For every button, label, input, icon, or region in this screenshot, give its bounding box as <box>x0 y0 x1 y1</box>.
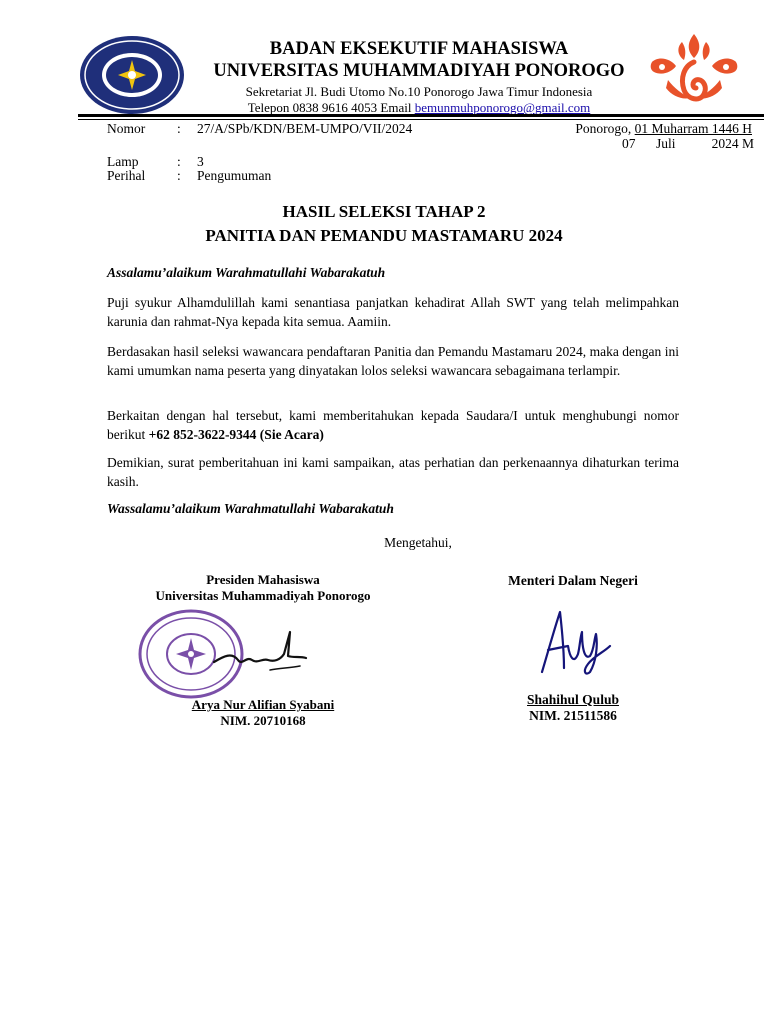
left-signer-role <box>108 572 418 604</box>
left-signer <box>108 697 418 729</box>
date-day: 07 <box>622 136 636 151</box>
header-rule-thin <box>78 119 764 120</box>
bem-seal-logo <box>78 34 186 116</box>
letter-date-gregorian <box>622 136 754 152</box>
date-year: 2024 M <box>711 136 754 151</box>
paragraph-1: Puji syukur Alhamdulillah kami senantiasa panjatkan kehadirat Allah SWT yang telah melimpahkan karunia dan rahmat-Nya kepada kita semua. Aamiin. <box>107 295 679 329</box>
paragraph-4: Demikian, surat pemberitahuan ini kami sampaikan, atas perhatian dan perkenaannya dihaturkan terima kasih. <box>107 455 679 489</box>
mastamaru-emblem-logo <box>646 28 742 110</box>
acknowledged-label: Mengetahui, <box>384 535 452 550</box>
left-role-line1: Presiden Mahasiswa <box>206 572 320 587</box>
header-rule-thick <box>78 114 764 117</box>
left-role-line2: Universitas Muhammadiyah Ponorogo <box>155 588 371 603</box>
perihal-label: Perihal <box>107 168 146 183</box>
letter-date-hijri <box>575 121 752 137</box>
nomor-label: Nomor <box>107 121 146 136</box>
org-address: Sekretariat Jl. Budi Utomo No.10 Ponorogo Jawa Timur Indonesia <box>245 84 593 99</box>
paragraph-3-text: Berkaitan dengan hal tersebut, kami memberitahukan kepada Saudara/I untuk menghubungi nomor berikut <box>107 408 679 442</box>
document-title-line2: PANITIA DAN PEMANDU MASTAMARU 2024 <box>205 226 563 245</box>
right-signature-scribble <box>534 606 614 678</box>
greeting: Assalamu’alaikum Warahmatullahi Wabarakatuh <box>107 265 386 280</box>
date-hijri: 01 Muharram 1446 H <box>634 121 752 136</box>
lamp-value: 3 <box>197 154 204 169</box>
perihal-colon: : <box>177 168 181 183</box>
lamp-label: Lamp <box>107 154 139 169</box>
org-email-link[interactable]: bemunmuhponorogo@gmail.com <box>414 100 591 115</box>
date-place: Ponorogo, <box>575 121 635 136</box>
document-title-line1: HASIL SELEKSI TAHAP 2 <box>282 202 486 221</box>
date-month: Juli <box>656 136 676 151</box>
right-signer-role: Menteri Dalam Negeri <box>508 573 638 588</box>
paragraph-3 <box>107 406 679 444</box>
org-name-line2: UNIVERSITAS MUHAMMADIYAH PONOROGO <box>213 61 625 81</box>
meta-nomor <box>107 121 507 137</box>
left-signer-name: Arya Nur Alifian Syabani <box>191 697 335 712</box>
left-signer-nim: NIM. 20710168 <box>220 713 306 728</box>
letterhead <box>190 38 648 116</box>
contact-number: +62 852-3622-9344 (Sie Acara) <box>148 427 324 442</box>
lamp-colon: : <box>177 154 181 169</box>
right-signer <box>473 692 673 724</box>
nomor-value: 27/A/SPb/KDN/BEM-UMPO/VII/2024 <box>197 121 413 136</box>
right-signer-name: Shahihul Qulub <box>527 692 619 707</box>
perihal-value: Pengumuman <box>197 168 272 183</box>
closing-greeting: Wassalamu’alaikum Warahmatullahi Wabarakatuh <box>107 501 394 516</box>
paragraph-2: Berdasakan hasil seleksi wawancara pendaftaran Panitia dan Pemandu Mastamaru 2024, maka dengan ini kami umumkan nama peserta yang dinyatakan lolos seleksi wawancara sebagaimana terlampir. <box>107 344 679 378</box>
nomor-colon: : <box>177 121 181 136</box>
org-name-line1: BADAN EKSEKUTIF MAHASISWA <box>269 39 569 59</box>
org-phone: Telepon 0838 9616 4053 Email <box>247 100 415 115</box>
meta-perihal <box>107 168 507 184</box>
left-signature-scribble <box>210 626 310 678</box>
right-signer-nim: NIM. 21511586 <box>529 708 617 723</box>
